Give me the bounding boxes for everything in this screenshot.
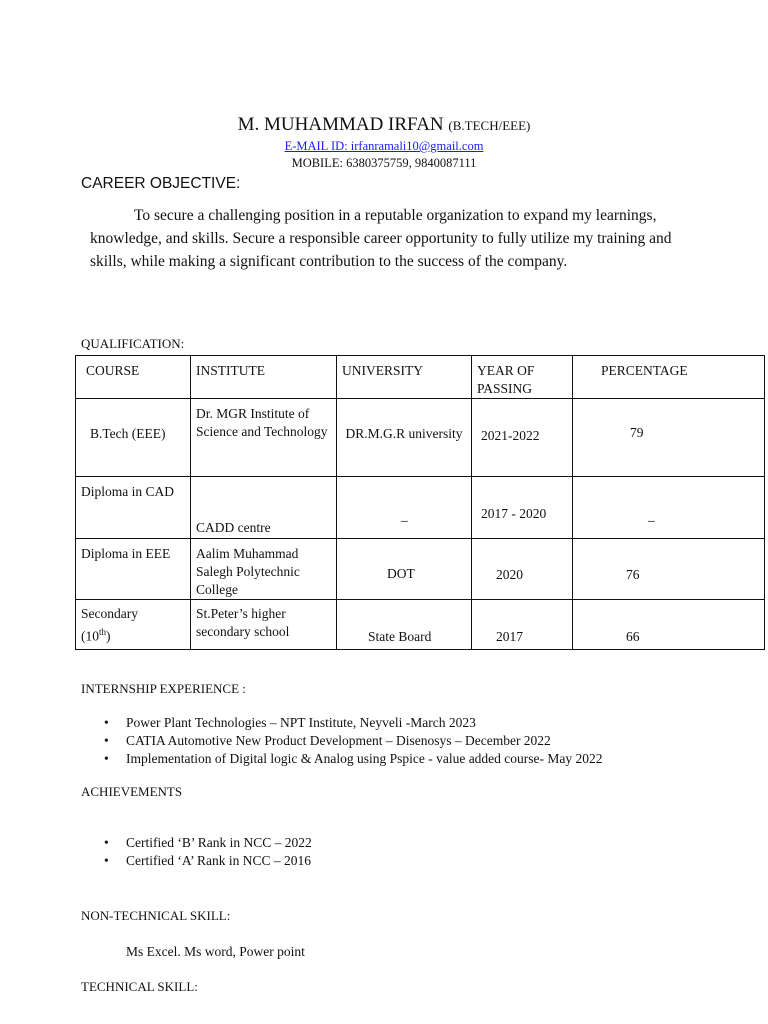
table-cell bbox=[573, 600, 765, 650]
table-row bbox=[76, 600, 765, 650]
table-header-cell bbox=[573, 356, 765, 399]
table-cell bbox=[573, 477, 765, 539]
percentage-cell: _ bbox=[648, 508, 655, 523]
course-cell: Diploma in CAD bbox=[81, 484, 174, 499]
table-cell bbox=[573, 399, 765, 477]
technical-heading: TECHNICAL SKILL: bbox=[81, 979, 198, 994]
table-header-cell bbox=[337, 356, 472, 399]
table-cell bbox=[191, 399, 337, 477]
table-cell bbox=[337, 600, 472, 650]
year-cell: 2021-2022 bbox=[481, 428, 540, 443]
table-header-row bbox=[76, 356, 765, 399]
mobile-line: MOBILE: 6380375759, 9840087111 bbox=[291, 156, 477, 170]
candidate-degree: (B.TECH/EEE) bbox=[448, 118, 531, 133]
university-cell: _ bbox=[401, 508, 408, 523]
table-row bbox=[76, 477, 765, 539]
table-cell bbox=[337, 477, 472, 539]
table-cell bbox=[76, 399, 191, 477]
course-cell bbox=[81, 605, 138, 646]
university-cell: DR.M.G.R university bbox=[345, 426, 463, 441]
column-header-year: YEAR OF PASSING bbox=[477, 363, 535, 396]
qualification-heading: QUALIFICATION: bbox=[81, 336, 185, 351]
table-cell bbox=[472, 399, 573, 477]
career-objective-heading: CAREER OBJECTIVE: bbox=[81, 175, 241, 192]
table-cell bbox=[191, 539, 337, 600]
institute-cell: CADD centre bbox=[196, 520, 271, 535]
percentage-cell: 76 bbox=[626, 567, 640, 582]
achievements-heading: ACHIEVEMENTS bbox=[81, 784, 183, 799]
qualification-table bbox=[75, 355, 765, 650]
table-cell bbox=[191, 600, 337, 650]
table-cell bbox=[472, 539, 573, 600]
column-header-percentage: PERCENTAGE bbox=[601, 363, 688, 378]
table-header-cell bbox=[472, 356, 573, 399]
column-header-institute: INSTITUTE bbox=[196, 363, 265, 378]
list-item: • CATIA Automotive New Product Development – Disenosys – December 2022 bbox=[102, 732, 603, 750]
list-item: • Certified ‘B’ Rank in NCC – 2022 bbox=[102, 834, 312, 852]
career-objective-text: To secure a challenging position in a reputable organization to expand my learnings, knowledge, and skills. Secure a responsible career opportunity to fully utilize my training and skills, while making a significant contribution to the success of the company. bbox=[90, 207, 672, 270]
year-cell: 2020 bbox=[496, 567, 523, 582]
table-cell bbox=[76, 539, 191, 600]
course-cell: Diploma in EEE bbox=[81, 546, 171, 561]
table-cell bbox=[76, 600, 191, 650]
table-cell bbox=[472, 600, 573, 650]
course-level-close: ) bbox=[106, 628, 111, 644]
table-cell bbox=[76, 477, 191, 539]
column-header-university: UNIVERSITY bbox=[342, 363, 423, 378]
course-cell-line2 bbox=[81, 623, 138, 646]
non-technical-skills: Ms Excel. Ms word, Power point bbox=[126, 944, 305, 959]
institute-cell: Dr. MGR Institute of Science and Technology bbox=[196, 406, 328, 439]
table-row bbox=[76, 539, 765, 600]
university-cell: State Board bbox=[368, 629, 432, 644]
email-link[interactable]: E-MAIL ID: irfanramali10@gmail.com bbox=[284, 139, 484, 153]
course-level-suffix: th bbox=[99, 627, 107, 637]
course-cell-line1: Secondary bbox=[81, 606, 138, 621]
list-item: • Implementation of Digital logic & Analog using Pspice - value added course- May 2022 bbox=[102, 750, 603, 768]
table-header-cell bbox=[191, 356, 337, 399]
achievements-list bbox=[102, 834, 312, 870]
year-cell: 2017 - 2020 bbox=[481, 506, 547, 521]
percentage-cell: 79 bbox=[630, 425, 644, 440]
email-line[interactable] bbox=[0, 139, 768, 154]
candidate-name: M. MUHAMMAD IRFAN bbox=[237, 114, 444, 135]
column-header-course: COURSE bbox=[86, 363, 140, 378]
course-cell: B.Tech (EEE) bbox=[90, 426, 166, 441]
table-cell bbox=[472, 477, 573, 539]
internship-heading: INTERNSHIP EXPERIENCE : bbox=[81, 681, 246, 696]
percentage-cell: 66 bbox=[626, 629, 640, 644]
candidate-name-line bbox=[0, 114, 768, 136]
table-cell bbox=[573, 539, 765, 600]
university-cell: DOT bbox=[387, 566, 415, 581]
table-cell bbox=[337, 539, 472, 600]
list-item: • Power Plant Technologies – NPT Institute, Neyveli -March 2023 bbox=[102, 714, 603, 732]
institute-cell: Aalim Muhammad Salegh Polytechnic College bbox=[196, 546, 300, 597]
course-level: (10 bbox=[81, 628, 99, 644]
table-row bbox=[76, 399, 765, 477]
list-item: • Certified ‘A’ Rank in NCC – 2016 bbox=[102, 852, 312, 870]
table-header-cell bbox=[76, 356, 191, 399]
non-technical-heading: NON-TECHNICAL SKILL: bbox=[81, 908, 231, 923]
table-cell bbox=[191, 477, 337, 539]
internship-list bbox=[102, 714, 603, 768]
year-cell: 2017 bbox=[496, 629, 523, 644]
institute-cell: St.Peter’s higher secondary school bbox=[196, 606, 290, 639]
table-cell bbox=[337, 399, 472, 477]
